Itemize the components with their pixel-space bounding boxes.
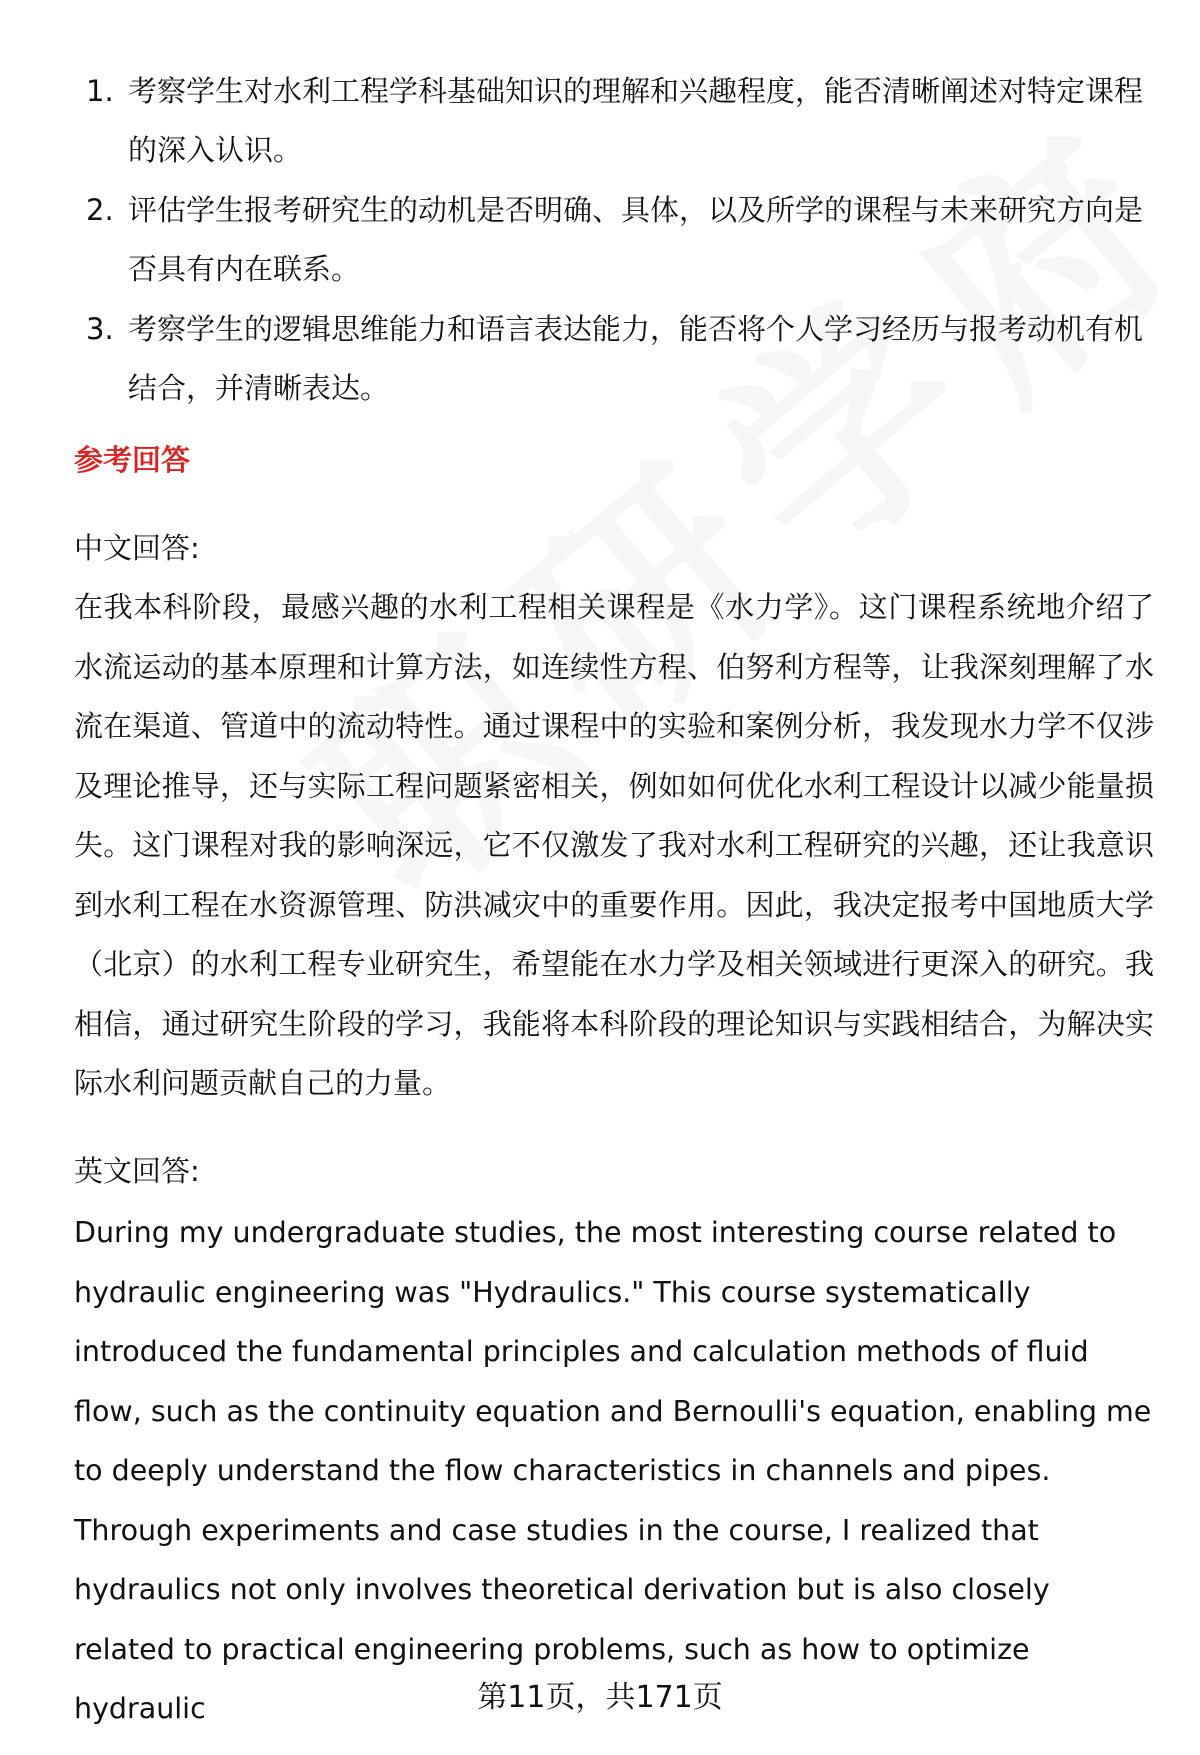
english-answer-label: 英文回答: — [74, 1154, 200, 1188]
objective-item-1 — [74, 62, 1154, 180]
chinese-answer-text: 在我本科阶段，最感兴趣的水利工程相关课程是《水力学》。这门课程系统地介绍了水流运动的基本原理和计算方法，如连续性方程、伯努利方程等，让我深刻理解了水流在渠道、管道中的流动特性。通过课程中的实验和案例分析，我发现水力学不仅涉及理论推导，还与实际工程问题紧密相关，例如如何优化水利工程设计以减少能量损失。这门课程对我的影响深远，它不仅激发了我对水利工程研究的兴趣，还让我意识到水利工程在水资源管理、防洪减灾中的重要作用。因此，我决定报考中国地质大学（北京）的水利工程专业研究生，希望能在水力学及相关领域进行更深入的研究。我相信，通过研究生阶段的学习，我能将本科阶段的理论知识与实践相结合，为解决实际水利问题贡献自己的力量。 — [74, 590, 1154, 1100]
page-footer: 第11页，共171页 — [477, 1680, 723, 1715]
chinese-answer-label: 中文回答: — [74, 531, 200, 565]
objective-item-2 — [74, 181, 1154, 299]
objective-number: 2. — [86, 193, 114, 227]
reference-answer-heading: 参考回答 — [74, 443, 191, 477]
objective-item-3 — [74, 300, 1154, 418]
objectives-list — [74, 62, 1154, 419]
english-answer-text: During my undergraduate studies, the most interesting course related to hydraulic engineering was "Hydraulics." This course systematically introduced the fundamental principles and calculation methods of fluid flow, such as the continuity equation and Bernoulli's equation, enabling me to deeply understand the flow characteristics in channels and pipes. Through experiments and case studies in the course, I realized that hydraulics not only involves theoretical derivation but is also closely related to practical engineering problems, such as how to optimize hydraulic — [74, 1216, 1152, 1725]
objective-number: 1. — [86, 74, 114, 108]
objective-text: 考察学生的逻辑思维能力和语言表达能力，能否将个人学习经历与报考动机有机结合，并清晰表达。 — [128, 312, 1144, 405]
objective-text: 评估学生报考研究生的动机是否明确、具体，以及所学的课程与未来研究方向是否具有内在联系。 — [128, 193, 1144, 286]
objective-number: 3. — [86, 312, 114, 346]
objective-text: 考察学生对水利工程学科基础知识的理解和兴趣程度，能否清晰阐述对特定课程的深入认识。 — [128, 74, 1144, 167]
